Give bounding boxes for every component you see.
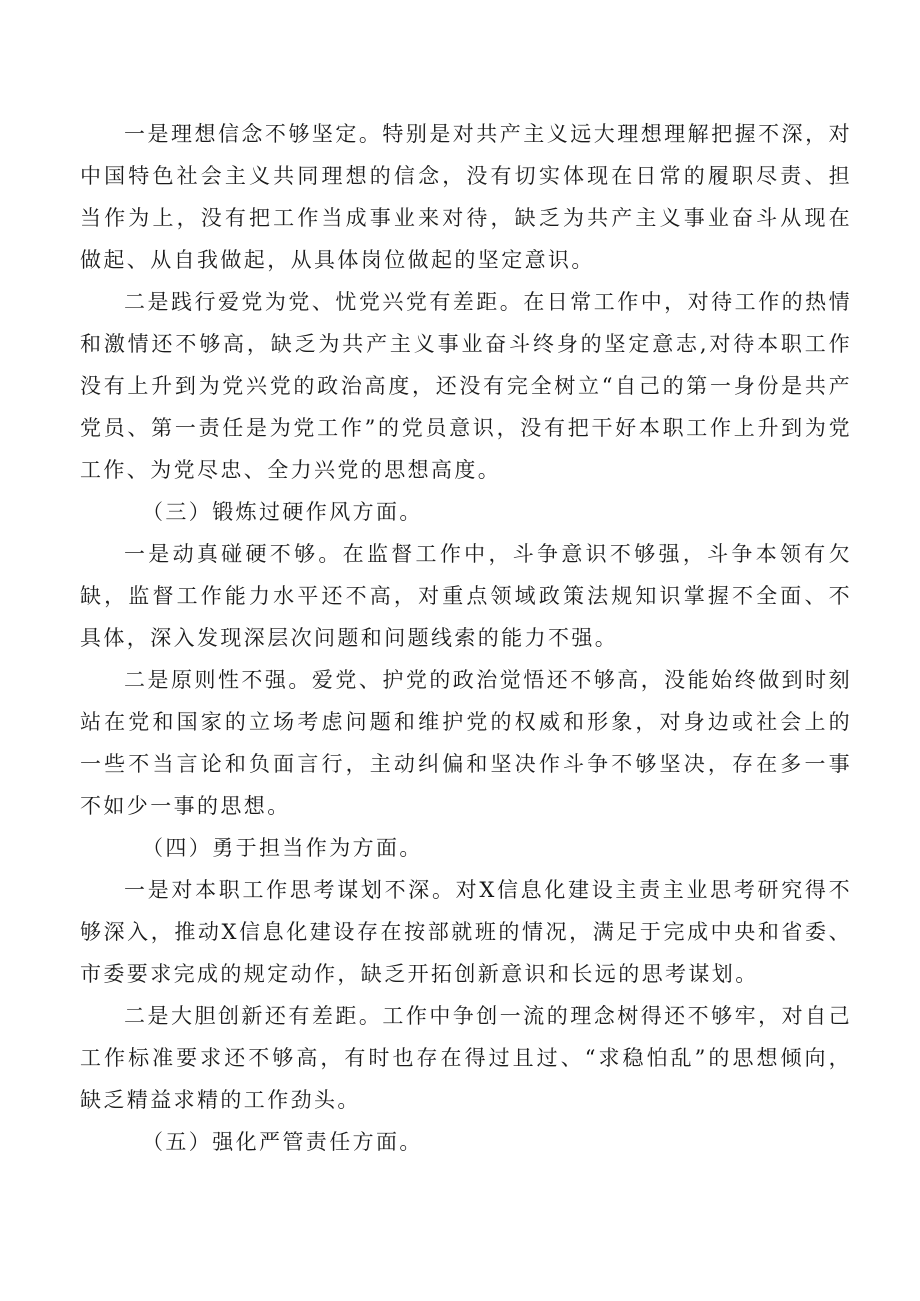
paragraph-ideals-belief: 一是理想信念不够坚定。特别是对共产主义远大理想理解把握不深，对中国特色社会主义共同理想的信念，没有切实体现在日常的履职尽责、担当作为上，没有把工作当成事业来对待，缺乏为共产主义事业奋斗从现在做起、从自我做起，从具体岗位做起的坚定意识。 [80, 122, 852, 272]
document-body [80, 113, 852, 1163]
paragraph-love-party: 二是践行爱党为党、忧党兴党有差距。在日常工作中，对待工作的热情和激情还不够高，缺乏为共产主义事业奋斗终身的坚定意志,对待本职工作没有上升到为党兴党的政治高度，还没有完全树立“自己的第一身份是共产党员、第一责任是为党工作”的党员意识，没有把干好本职工作上升到为党工作、为党尽忠、全力兴党的思想高度。 [80, 290, 852, 482]
section-heading-5: （五）强化严管责任方面。 [142, 1130, 423, 1154]
section-heading-4: （四）勇于担当作为方面。 [142, 836, 423, 860]
section-heading-3: （三）锻炼过硬作风方面。 [142, 500, 423, 524]
paragraph-innovation: 二是大胆创新还有差距。工作中争创一流的理念树得还不够牢，对自己工作标准要求还不够高，有时也存在得过且过、“求稳怕乱”的思想倾向，缺乏精益求精的工作劲头。 [80, 1004, 852, 1112]
paragraph-tough-supervision: 一是动真碰硬不够。在监督工作中，斗争意识不够强，斗争本领有欠缺，监督工作能力水平还不高，对重点领域政策法规知识掌握不全面、不具体，深入发现深层次问题和问题线索的能力不强。 [80, 542, 852, 650]
paragraph-planning: 一是对本职工作思考谋划不深。对X信息化建设主责主业思考研究得不够深入，推动X信息化建设存在按部就班的情况，满足于完成中央和省委、市委要求完成的规定动作，缺乏开拓创新意识和长远的思考谋划。 [80, 878, 852, 986]
paragraph-principle: 二是原则性不强。爱党、护党的政治觉悟还不够高，没能始终做到时刻站在党和国家的立场考虑问题和维护党的权威和形象，对身边或社会上的一些不当言论和负面言行，主动纠偏和坚决作斗争不够坚决，存在多一事不如少一事的思想。 [80, 668, 852, 818]
